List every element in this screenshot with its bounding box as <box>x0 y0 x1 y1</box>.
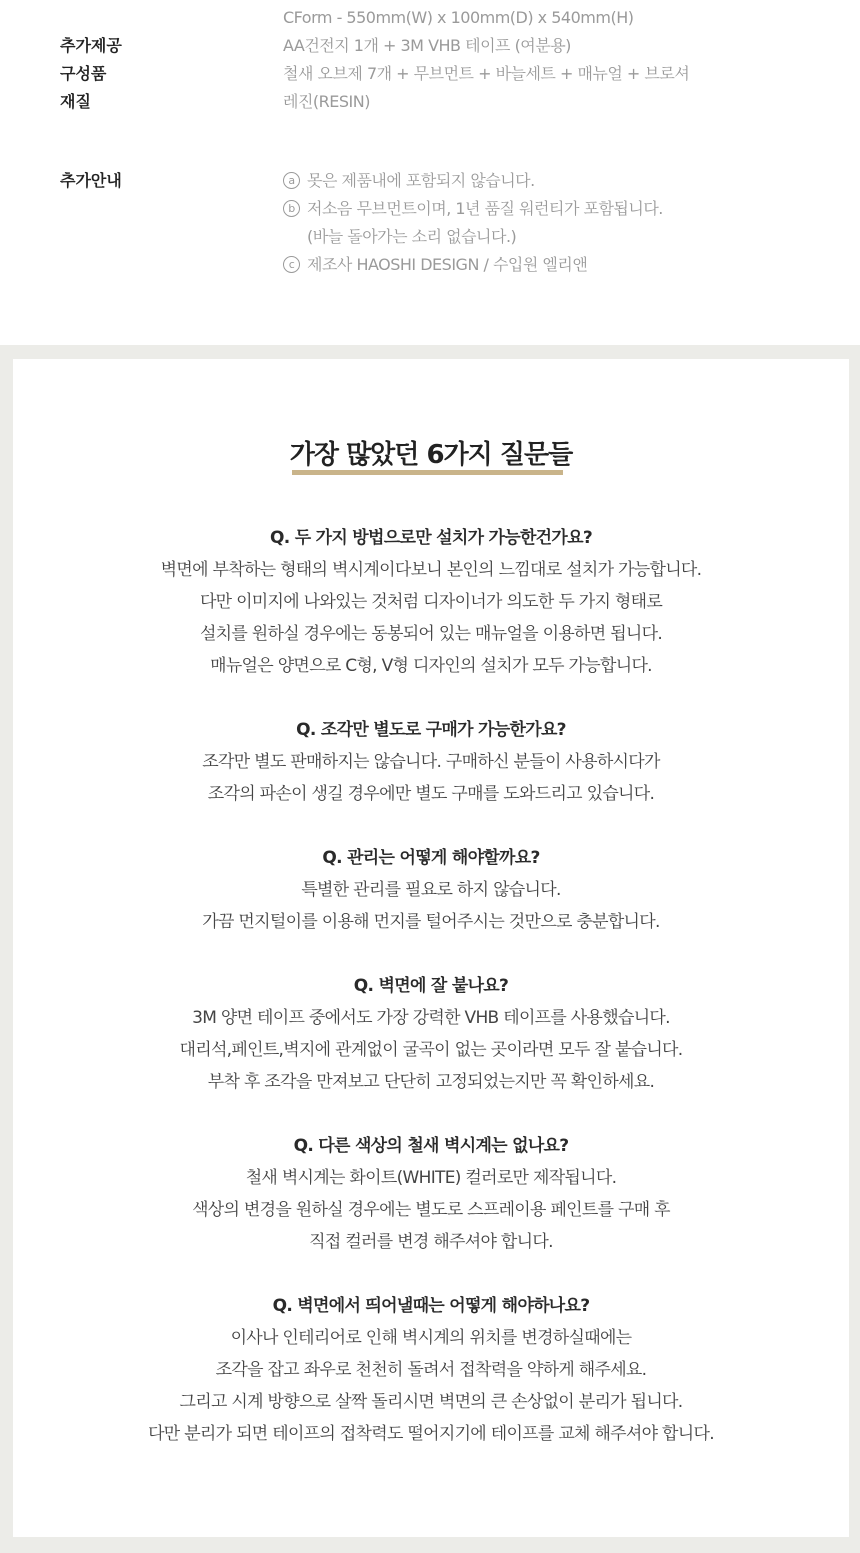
spec-value: 철새 오브제 7개 + 무브먼트 + 바늘세트 + 매뉴얼 + 브로셔 <box>283 64 690 83</box>
faq-list <box>13 522 849 1482</box>
faq-answer-line: 다만 분리가 되면 테이프의 접착력도 떨어지기에 테이프를 교체 해주셔야 합니다. <box>148 1424 714 1444</box>
title-underline <box>292 470 563 475</box>
note-text: 저소음 무브먼트이며, 1년 품질 워런티가 포함됩니다. <box>307 199 663 218</box>
faq-answer-line: 특별한 관리를 필요로 하지 않습니다. <box>301 880 561 900</box>
faq-answer-line: 이사나 인테리어로 인해 벽시계의 위치를 변경하실때에는 <box>230 1328 632 1348</box>
faq-card <box>13 359 849 1537</box>
spec-value: AA건전지 1개 + 3M VHB 테이프 (여분용) <box>283 36 571 55</box>
faq-answer-line: 색상의 변경을 원하실 경우에는 별도로 스프레이용 페인트를 구매 후 <box>192 1200 670 1220</box>
faq-answer-line: 철새 벽시계는 화이트(WHITE) 컬러로만 제작됩니다. <box>245 1168 617 1188</box>
faq-answer-line: 그리고 시계 방향으로 살짝 돌리시면 벽면의 큰 손상없이 분리가 됩니다. <box>179 1392 683 1412</box>
faq-answer-line: 조각을 잡고 좌우로 천천히 돌려서 접착력을 약하게 해주세요. <box>215 1360 647 1380</box>
notes-label: 추가안내 <box>60 171 122 190</box>
spec-size-value: CForm - 550mm(W) x 100mm(D) x 540mm(H) <box>283 8 634 27</box>
spec-row-material <box>0 88 860 116</box>
circled-letter-b-icon: b <box>283 200 300 217</box>
spec-label: 구성품 <box>60 64 107 83</box>
note-text: (바늘 돌아가는 소리 없습니다.) <box>307 227 517 246</box>
note-text: 못은 제품내에 포함되지 않습니다. <box>307 171 535 190</box>
faq-answer-line: 대리석,페인트,벽지에 관계없이 굴곡이 없는 곳이라면 모두 잘 붙습니다. <box>179 1040 683 1060</box>
faq-answer-line: 가끔 먼지털이를 이용해 먼지를 털어주시는 것만으로 충분합니다. <box>202 912 660 932</box>
faq-answer-line: 조각의 파손이 생길 경우에만 별도 구매를 도와드리고 있습니다. <box>207 784 655 804</box>
faq-question: Q. 조각만 별도로 구매가 가능한가요? <box>296 720 566 740</box>
faq-answer-line: 벽면에 부착하는 형태의 벽시계이다보니 본인의 느낌대로 설치가 가능합니다. <box>160 560 702 580</box>
spec-row-extra <box>0 32 860 60</box>
faq-answer-line: 설치를 원하실 경우에는 동봉되어 있는 매뉴얼을 이용하면 됩니다. <box>199 624 663 644</box>
faq-item <box>13 842 849 938</box>
note-text: 제조사 HAOSHI DESIGN / 수입원 엘리앤 <box>307 255 588 274</box>
faq-title: 가장 많았던 6가지 질문들 <box>289 440 573 470</box>
spec-label: 재질 <box>60 92 91 111</box>
faq-question: Q. 두 가지 방법으로만 설치가 가능한건가요? <box>269 528 593 548</box>
faq-item <box>13 1130 849 1258</box>
spec-row-components <box>0 60 860 88</box>
circled-letter-c-icon: c <box>283 256 300 273</box>
faq-question: Q. 벽면에서 띄어낼때는 어떻게 해야하나요? <box>272 1296 590 1316</box>
faq-question: Q. 관리는 어떻게 해야할까요? <box>322 848 540 868</box>
faq-item <box>13 522 849 682</box>
spec-section <box>0 0 860 345</box>
faq-item <box>13 1290 849 1450</box>
faq-answer-line: 매뉴얼은 양면으로 C형, V형 디자인의 설치가 모두 가능합니다. <box>210 656 652 676</box>
faq-question: Q. 다른 색상의 철새 벽시계는 없나요? <box>293 1136 569 1156</box>
faq-answer-line: 3M 양면 테이프 중에서도 가장 강력한 VHB 테이프를 사용했습니다. <box>192 1008 670 1028</box>
spec-value: 레진(RESIN) <box>283 92 370 111</box>
spec-row-size <box>0 4 860 32</box>
faq-answer-line: 직접 컬러를 변경 해주셔야 합니다. <box>309 1232 553 1252</box>
circled-letter-a-icon: a <box>283 172 300 189</box>
faq-item <box>13 714 849 810</box>
faq-item <box>13 970 849 1098</box>
faq-answer-line: 다만 이미지에 나와있는 것처럼 디자이너가 의도한 두 가지 형태로 <box>199 592 663 612</box>
faq-answer-line: 부착 후 조각을 만져보고 단단히 고정되었는지만 꼭 확인하세요. <box>207 1072 655 1092</box>
faq-answer-line: 조각만 별도 판매하지는 않습니다. 구매하신 분들이 사용하시다가 <box>202 752 660 772</box>
spec-label: 추가제공 <box>60 36 122 55</box>
faq-section <box>0 345 860 1553</box>
faq-question: Q. 벽면에 잘 붙나요? <box>353 976 509 996</box>
